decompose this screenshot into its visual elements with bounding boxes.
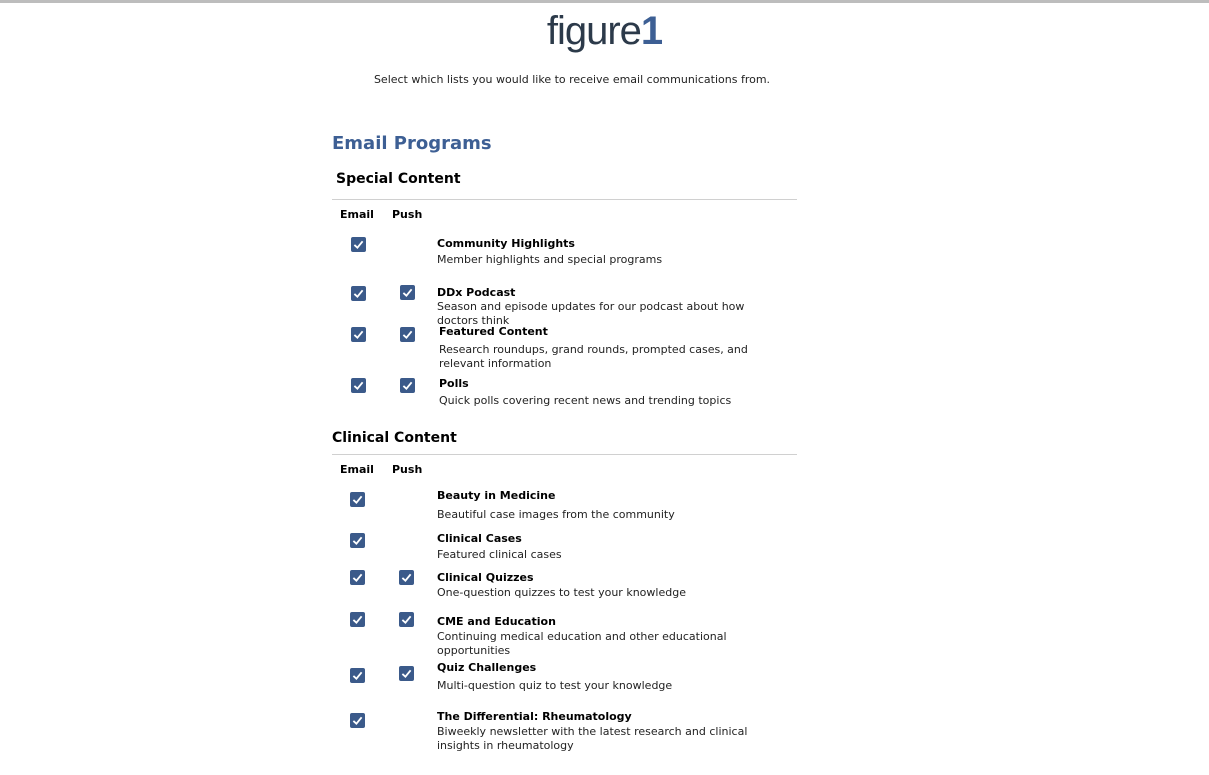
push-checkbox[interactable]	[400, 285, 415, 300]
push-checkbox[interactable]	[400, 327, 415, 342]
check-icon	[401, 614, 412, 625]
email-checkbox[interactable]	[351, 286, 366, 301]
logo-number: 1	[640, 9, 663, 53]
list-item-title: Clinical Cases	[437, 532, 522, 545]
list-item-description: Continuing medical education and other educational opportunities	[437, 630, 727, 657]
email-column-header: Email	[340, 463, 374, 476]
email-checkbox[interactable]	[350, 713, 365, 728]
check-icon	[353, 239, 364, 250]
check-icon	[352, 494, 363, 505]
list-item-title: Clinical Quizzes	[437, 571, 534, 584]
logo-text: figure	[546, 9, 641, 53]
check-icon	[352, 535, 363, 546]
check-icon	[353, 329, 364, 340]
email-column-header: Email	[340, 208, 374, 221]
check-icon	[353, 380, 364, 391]
list-item-description: Multi-question quiz to test your knowledge	[437, 679, 673, 692]
email-checkbox[interactable]	[350, 570, 365, 585]
push-checkbox[interactable]	[399, 570, 414, 585]
list-item-title: Polls	[439, 377, 469, 390]
email-checkbox[interactable]	[350, 533, 365, 548]
list-item-title: DDx Podcast	[437, 286, 516, 299]
list-item-description: Season and episode updates for our podcast about how doctors think	[437, 300, 745, 327]
list-item-description: Biweekly newsletter with the latest research and clinical insights in rheumatology	[437, 725, 748, 752]
check-icon	[402, 380, 413, 391]
list-item-title: Quiz Challenges	[437, 661, 537, 674]
email-checkbox[interactable]	[350, 612, 365, 627]
push-checkbox[interactable]	[399, 666, 414, 681]
check-icon	[401, 572, 412, 583]
list-item-title: Featured Content	[439, 325, 548, 338]
list-item-description: Featured clinical cases	[437, 548, 562, 561]
check-icon	[352, 715, 363, 726]
check-icon	[352, 670, 363, 681]
section-title-clinical-content: Clinical Content	[332, 430, 457, 446]
push-checkbox[interactable]	[400, 378, 415, 393]
section-divider	[332, 454, 797, 455]
email-checkbox[interactable]	[350, 668, 365, 683]
check-icon	[401, 668, 412, 679]
list-item-title: Community Highlights	[437, 237, 575, 250]
intro-text: Select which lists you would like to receive email communications from.	[373, 73, 771, 86]
list-item-description: Research roundups, grand rounds, prompted cases, and relevant information	[439, 343, 748, 370]
list-item-description: One-question quizzes to test your knowledge	[437, 586, 686, 599]
check-icon	[352, 572, 363, 583]
list-item-title: CME and Education	[437, 615, 556, 628]
list-item-description: Quick polls covering recent news and trending topics	[439, 394, 732, 407]
list-item-description: Beautiful case images from the community	[437, 508, 675, 521]
page-heading: Email Programs	[332, 133, 492, 154]
list-item-title: The Differential: Rheumatology	[437, 710, 632, 723]
push-column-header: Push	[392, 463, 423, 476]
email-checkbox[interactable]	[351, 237, 366, 252]
push-column-header: Push	[392, 208, 423, 221]
list-item-title: Beauty in Medicine	[437, 489, 556, 502]
email-checkbox[interactable]	[351, 327, 366, 342]
figure1-logo	[0, 6, 1209, 56]
check-icon	[402, 287, 413, 298]
push-checkbox[interactable]	[399, 612, 414, 627]
check-icon	[352, 614, 363, 625]
list-item-description: Member highlights and special programs	[437, 253, 663, 266]
section-divider	[332, 199, 797, 200]
check-icon	[402, 329, 413, 340]
email-checkbox[interactable]	[351, 378, 366, 393]
top-border	[0, 0, 1209, 3]
email-checkbox[interactable]	[350, 492, 365, 507]
check-icon	[353, 288, 364, 299]
section-title-special-content: Special Content	[336, 171, 461, 187]
